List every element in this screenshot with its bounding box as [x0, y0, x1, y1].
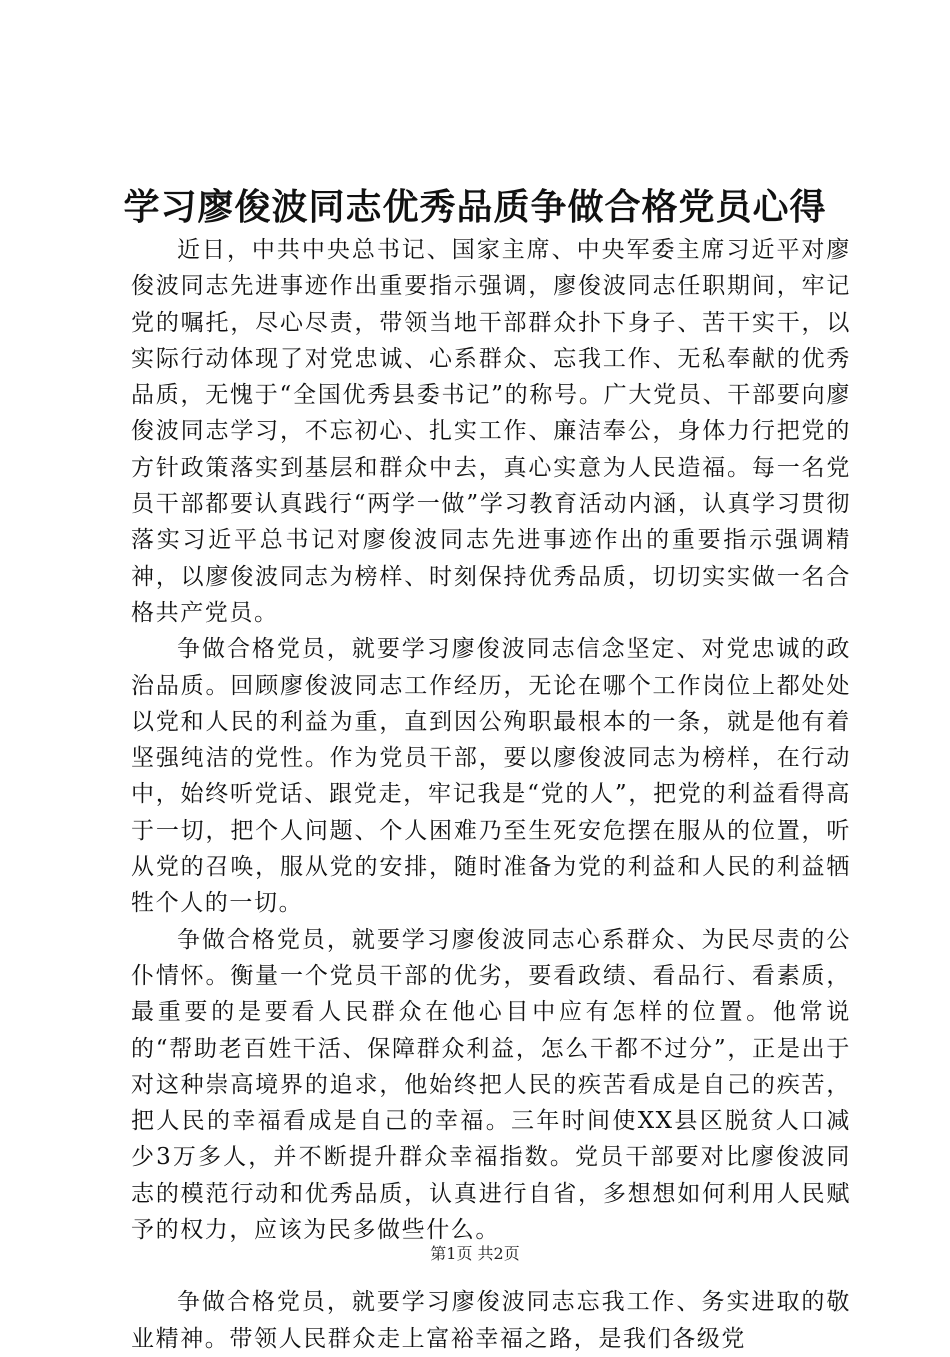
paragraph-public-servant: 争做合格党员，就要学习廖俊波同志心系群众、为民尽责的公仆情怀。衡量一个党员干部的优劣，要看政绩、看品行、看素质，最重要的是要看人民群众在他心目中应有怎样的位置。他常说的“帮助老百姓干活、保障群众利益，怎么干都不过分”，正是出于对这种崇高境界的追求，他始终把人民的疾苦看成是自己的疾苦，把人民的幸福看成是自己的幸福。三年时间使XX县区脱贫人口减少3万多人，并不断提升群众幸福指数。党员干部要对比廖俊波同志的模范行动和优秀品质，认真进行自省，多想想如何利用人民赋予的权力，应该为民多做些什么。 [131, 926, 851, 1244]
paragraph-political-quality: 争做合格党员，就要学习廖俊波同志信念坚定、对党忠诚的政治品质。回顾廖俊波同志工作经历，无论在哪个工作岗位上都处处以党和人民的利益为重，直到因公殉职最根本的一条，就是他有着坚强纯洁的党性。作为党员干部，要以廖俊波同志为榜样，在行动中，始终听党话、跟党走，牢记我是“党的人”，把党的利益看得高于一切，把个人问题、个人困难乃至生死安危摆在服从的位置，听从党的召唤，服从党的安排，随时准备为党的利益和人民的利益牺牲个人的一切。 [131, 636, 851, 917]
document-body [131, 232, 851, 1357]
paragraph-dedication: 争做合格党员，就要学习廖俊波同志忘我工作、务实进取的敬业精神。带领人民群众走上富裕幸福之路，是我们各级党 [131, 1289, 851, 1352]
document-title: 学习廖俊波同志优秀品质争做合格党员心得 [123, 186, 827, 228]
paragraph-intro: 近日，中共中央总书记、国家主席、中央军委主席习近平对廖俊波同志先进事迹作出重要指示强调，廖俊波同志任职期间，牢记党的嘱托，尽心尽责，带领当地干部群众扑下身子、苦干实干，以实际行动体现了对党忠诚、心系群众、忘我工作、无私奉献的优秀品质，无愧于“全国优秀县委书记”的称号。广大党员、干部要向廖俊波同志学习，不忘初心、扎实工作、廉洁奉公，身体力行把党的方针政策落实到基层和群众中去，真心实意为人民造福。每一名党员干部都要认真践行“两学一做”学习教育活动内涵，认真学习贯彻落实习近平总书记对廖俊波同志先进事迹作出的重要指示强调精神，以廖俊波同志为榜样、时刻保持优秀品质，切切实实做一名合格共产党员。 [131, 237, 851, 626]
page-number-footer: 第1页 共2页 [430, 1244, 520, 1263]
